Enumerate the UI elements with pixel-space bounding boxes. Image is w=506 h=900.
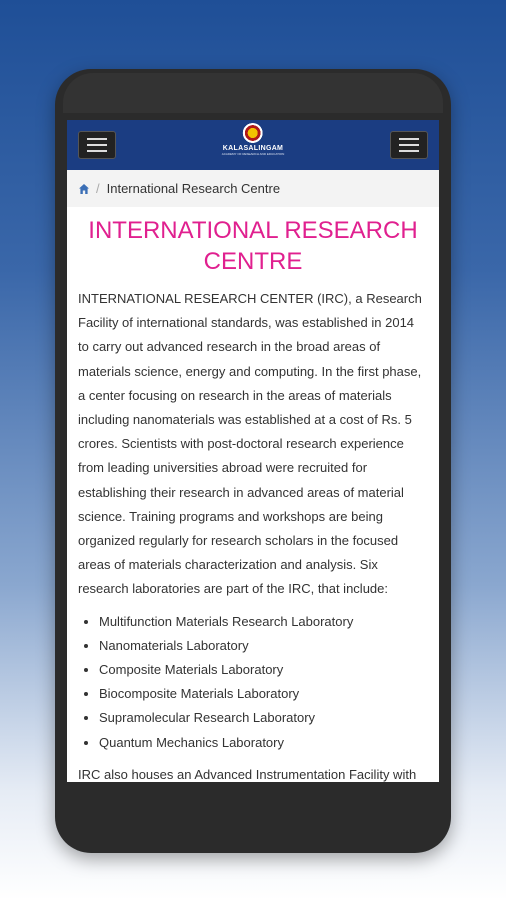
navbar <box>67 120 439 170</box>
list-item: • Supramolecular Research Laboratory <box>99 706 428 730</box>
emblem-icon <box>243 123 263 143</box>
list-item: • Quantum Mechanics Laboratory <box>99 731 428 755</box>
main-content <box>67 207 439 782</box>
university-logo[interactable] <box>222 123 285 156</box>
breadcrumb <box>67 170 439 207</box>
list-item: • Nanomaterials Laboratory <box>99 634 428 658</box>
laboratory-list <box>78 610 428 755</box>
list-item: • Composite Materials Laboratory <box>99 658 428 682</box>
logo-subtitle: ACADEMY OF RESEARCH AND EDUCATION <box>221 152 285 156</box>
home-icon[interactable] <box>78 183 90 195</box>
logo-title: KALASALINGAM <box>222 145 284 152</box>
list-item: • Biocomposite Materials Laboratory <box>99 682 428 706</box>
list-item: • Multifunction Materials Research Laboratory <box>99 610 428 634</box>
breadcrumb-separator: / <box>96 181 100 196</box>
page-title: INTERNATIONAL RESEARCH CENTRE <box>88 217 418 275</box>
left-menu-button[interactable] <box>78 131 116 159</box>
app-screen <box>67 120 439 782</box>
outro-paragraph: IRC also houses an Advanced Instrumentation Facility with <box>78 766 417 782</box>
breadcrumb-current: International Research Centre <box>106 181 281 196</box>
right-menu-button[interactable] <box>390 131 428 159</box>
intro-paragraph: INTERNATIONAL RESEARCH CENTER (IRC), a Research Facility of international standards, was established in 2014 to carry out advanced research in the broad areas of materials science, energy and computing. In the first phase, a center focusing on research in the areas of materials including nanomaterials was established at a cost of Rs. 5 crores. Scientists with post-doctoral research experience from leading universities abroad were recruited for establishing their research in advanced areas of material science. Training programs and workshops are being organized regularly for research scholars in the focused areas of materials characterization and analysis. Six research laboratories are part of the IRC, that include: <box>78 291 422 597</box>
